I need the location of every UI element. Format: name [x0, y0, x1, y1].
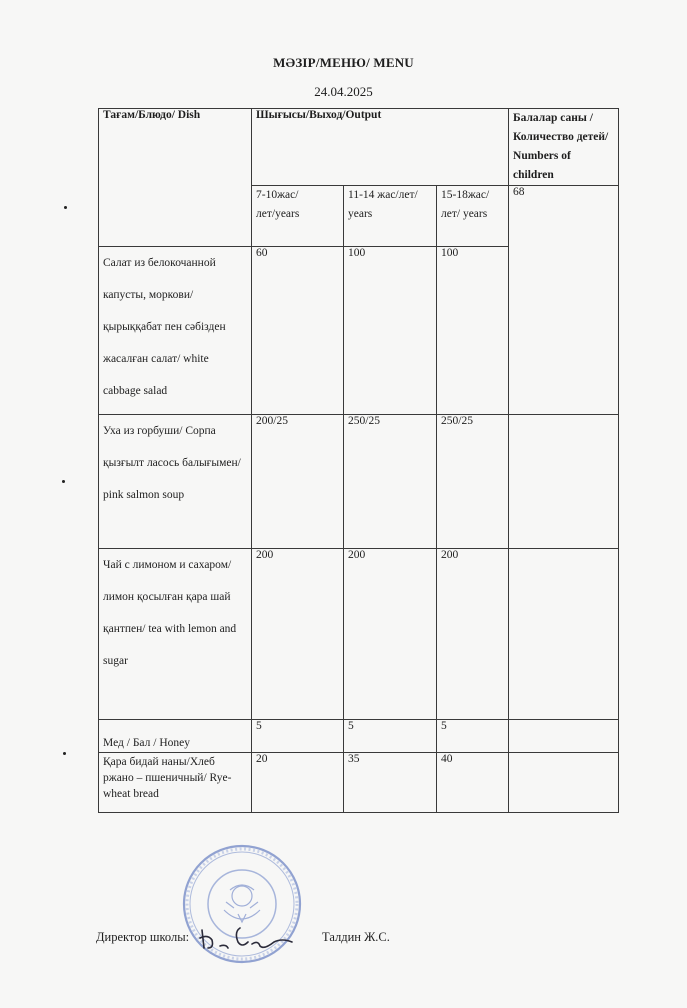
- output-value: 200: [252, 549, 344, 720]
- output-value: 5: [252, 720, 344, 753]
- output-value: 200: [437, 549, 509, 720]
- signature-icon: [196, 918, 296, 958]
- header-children: Балалар саны /Количество детей/ Numbers of children: [509, 109, 619, 186]
- empty-cell: [509, 415, 619, 549]
- dish-name: Қара бидай наны/Хлеб ржано – пшеничный/ Rye-wheat bread: [99, 753, 252, 813]
- output-value: 20: [252, 753, 344, 813]
- dish-name: Салат из белокочанной капусты, моркови/ қырыққабат пен сәбізден жасалған салат/ white cabbage salad: [99, 247, 252, 415]
- dish-name: Мед / Бал / Honey: [99, 720, 252, 753]
- table-row: [99, 549, 619, 720]
- age-group-header: 11-14 жас/лет/ years: [344, 186, 437, 247]
- output-value: 35: [344, 753, 437, 813]
- output-value: 200: [344, 549, 437, 720]
- page-title: МӘЗІР/МЕНЮ/ MENU: [273, 55, 414, 70]
- table-row: [99, 753, 619, 813]
- output-value: 5: [344, 720, 437, 753]
- table-row: [99, 415, 619, 549]
- header-dish: Тағам/Блюдо/ Dish: [99, 109, 252, 247]
- empty-cell: [509, 753, 619, 813]
- output-value: 5: [437, 720, 509, 753]
- output-value: 100: [437, 247, 509, 415]
- empty-cell: [509, 549, 619, 720]
- output-value: 40: [437, 753, 509, 813]
- output-value: 250/25: [344, 415, 437, 549]
- dish-name: Чай с лимоном и сахаром/ лимон қосылған қара шай қантпен/ tea with lemon and sugar: [99, 549, 252, 720]
- director-name: Талдин Ж.С.: [322, 930, 390, 944]
- dish-name: Уха из горбуши/ Сорпа қызғылт ласось балығымен/ pink salmon soup: [99, 415, 252, 549]
- age-group-header: 15-18жас/лет/ years: [437, 186, 509, 247]
- header-output: Шығысы/Выход/Output: [252, 109, 509, 186]
- empty-cell: [509, 720, 619, 753]
- table-row: [99, 720, 619, 753]
- output-value: 200/25: [252, 415, 344, 549]
- margin-dot: [64, 206, 67, 209]
- output-value: 60: [252, 247, 344, 415]
- output-value: 100: [344, 247, 437, 415]
- margin-dot: [62, 480, 65, 483]
- header-row: [99, 109, 619, 186]
- children-count: 68: [509, 186, 619, 415]
- age-group-header: 7-10жас/лет/years: [252, 186, 344, 247]
- output-value: 250/25: [437, 415, 509, 549]
- margin-dot: [63, 752, 66, 755]
- page-date: 24.04.2025: [314, 84, 373, 99]
- menu-table: [98, 108, 619, 813]
- director-label: Директор школы:: [96, 930, 190, 944]
